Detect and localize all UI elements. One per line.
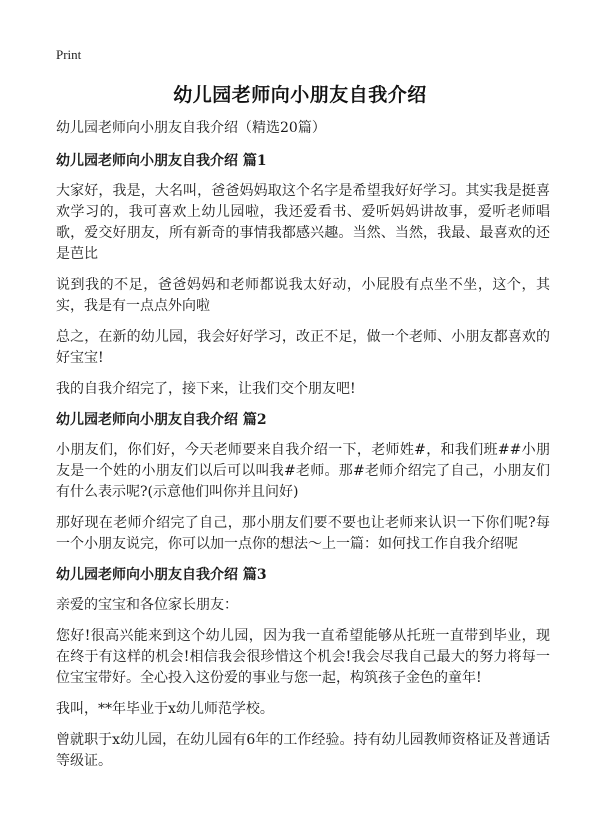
section-1	[56, 151, 550, 400]
section-heading: 幼儿园老师向小朋友自我介绍 篇3	[56, 567, 267, 583]
paragraph: 我的自我介绍完了，接下来，让我们交个朋友吧!	[56, 381, 356, 397]
paragraph: 小朋友们，你们好，今天老师要来自我介绍一下，老师姓#，和我们班##小朋友是一个姓的小朋友们以后可以叫我#老师。那#老师介绍完了自己，小朋友们有什么表示呢?(示意他们叫你并且问好)	[56, 442, 550, 500]
paragraph: 您好!很高兴能来到这个幼儿园，因为我一直希望能够从托班一直带到毕业，现在终于有这样的机会!相信我会很珍惜这个机会!我会尽我自己最大的努力将每一位宝宝带好。全心投入这份爱的事业与您一起，构筑孩子金色的童年!	[56, 628, 550, 686]
print-link[interactable]: Print	[56, 47, 82, 62]
section-2	[56, 410, 550, 555]
paragraph: 那好现在老师介绍完了自己，那小朋友们要不要也让老师来认识一下你们呢?每一个小朋友说完，你可以加一点你的想法～上一篇：如何找工作自我介绍呢	[56, 515, 550, 552]
paragraph: 大家好，我是，大名叫，爸爸妈妈取这个名字是希望我好好学习。其实我是挺喜欢学习的，我可喜欢上幼儿园啦，我还爱看书、爱听妈妈讲故事，爱听老师唱歌，爱交好朋友，所有新奇的事情我都感兴趣。当然、当然，我最、最喜欢的还是芭比	[56, 183, 550, 262]
section-heading: 幼儿园老师向小朋友自我介绍 篇2	[56, 412, 267, 428]
paragraph: 曾就职于x幼儿园，在幼儿园有6年的工作经验。持有幼儿园教师资格证及普通话等级证。	[56, 732, 550, 769]
paragraph: 说到我的不足，爸爸妈妈和老师都说我太好动，小屁股有点坐不坐，这个，其实，我是有一点点外向啦	[56, 277, 550, 314]
article-subtitle: 幼儿园老师向小朋友自我介绍（精选20篇）	[56, 120, 326, 136]
paragraph: 总之，在新的幼儿园，我会好好学习，改正不足，做一个老师、小朋友都喜欢的好宝宝!	[56, 329, 550, 366]
page-title: 幼儿园老师向小朋友自我介绍	[173, 84, 427, 106]
section-heading: 幼儿园老师向小朋友自我介绍 篇1	[56, 153, 267, 169]
article-body	[56, 118, 550, 782]
paragraph: 我叫，**年毕业于x幼儿师范学校。	[56, 701, 274, 717]
paragraph: 亲爱的宝宝和各位家长朋友：	[56, 597, 238, 613]
section-3	[56, 565, 550, 772]
